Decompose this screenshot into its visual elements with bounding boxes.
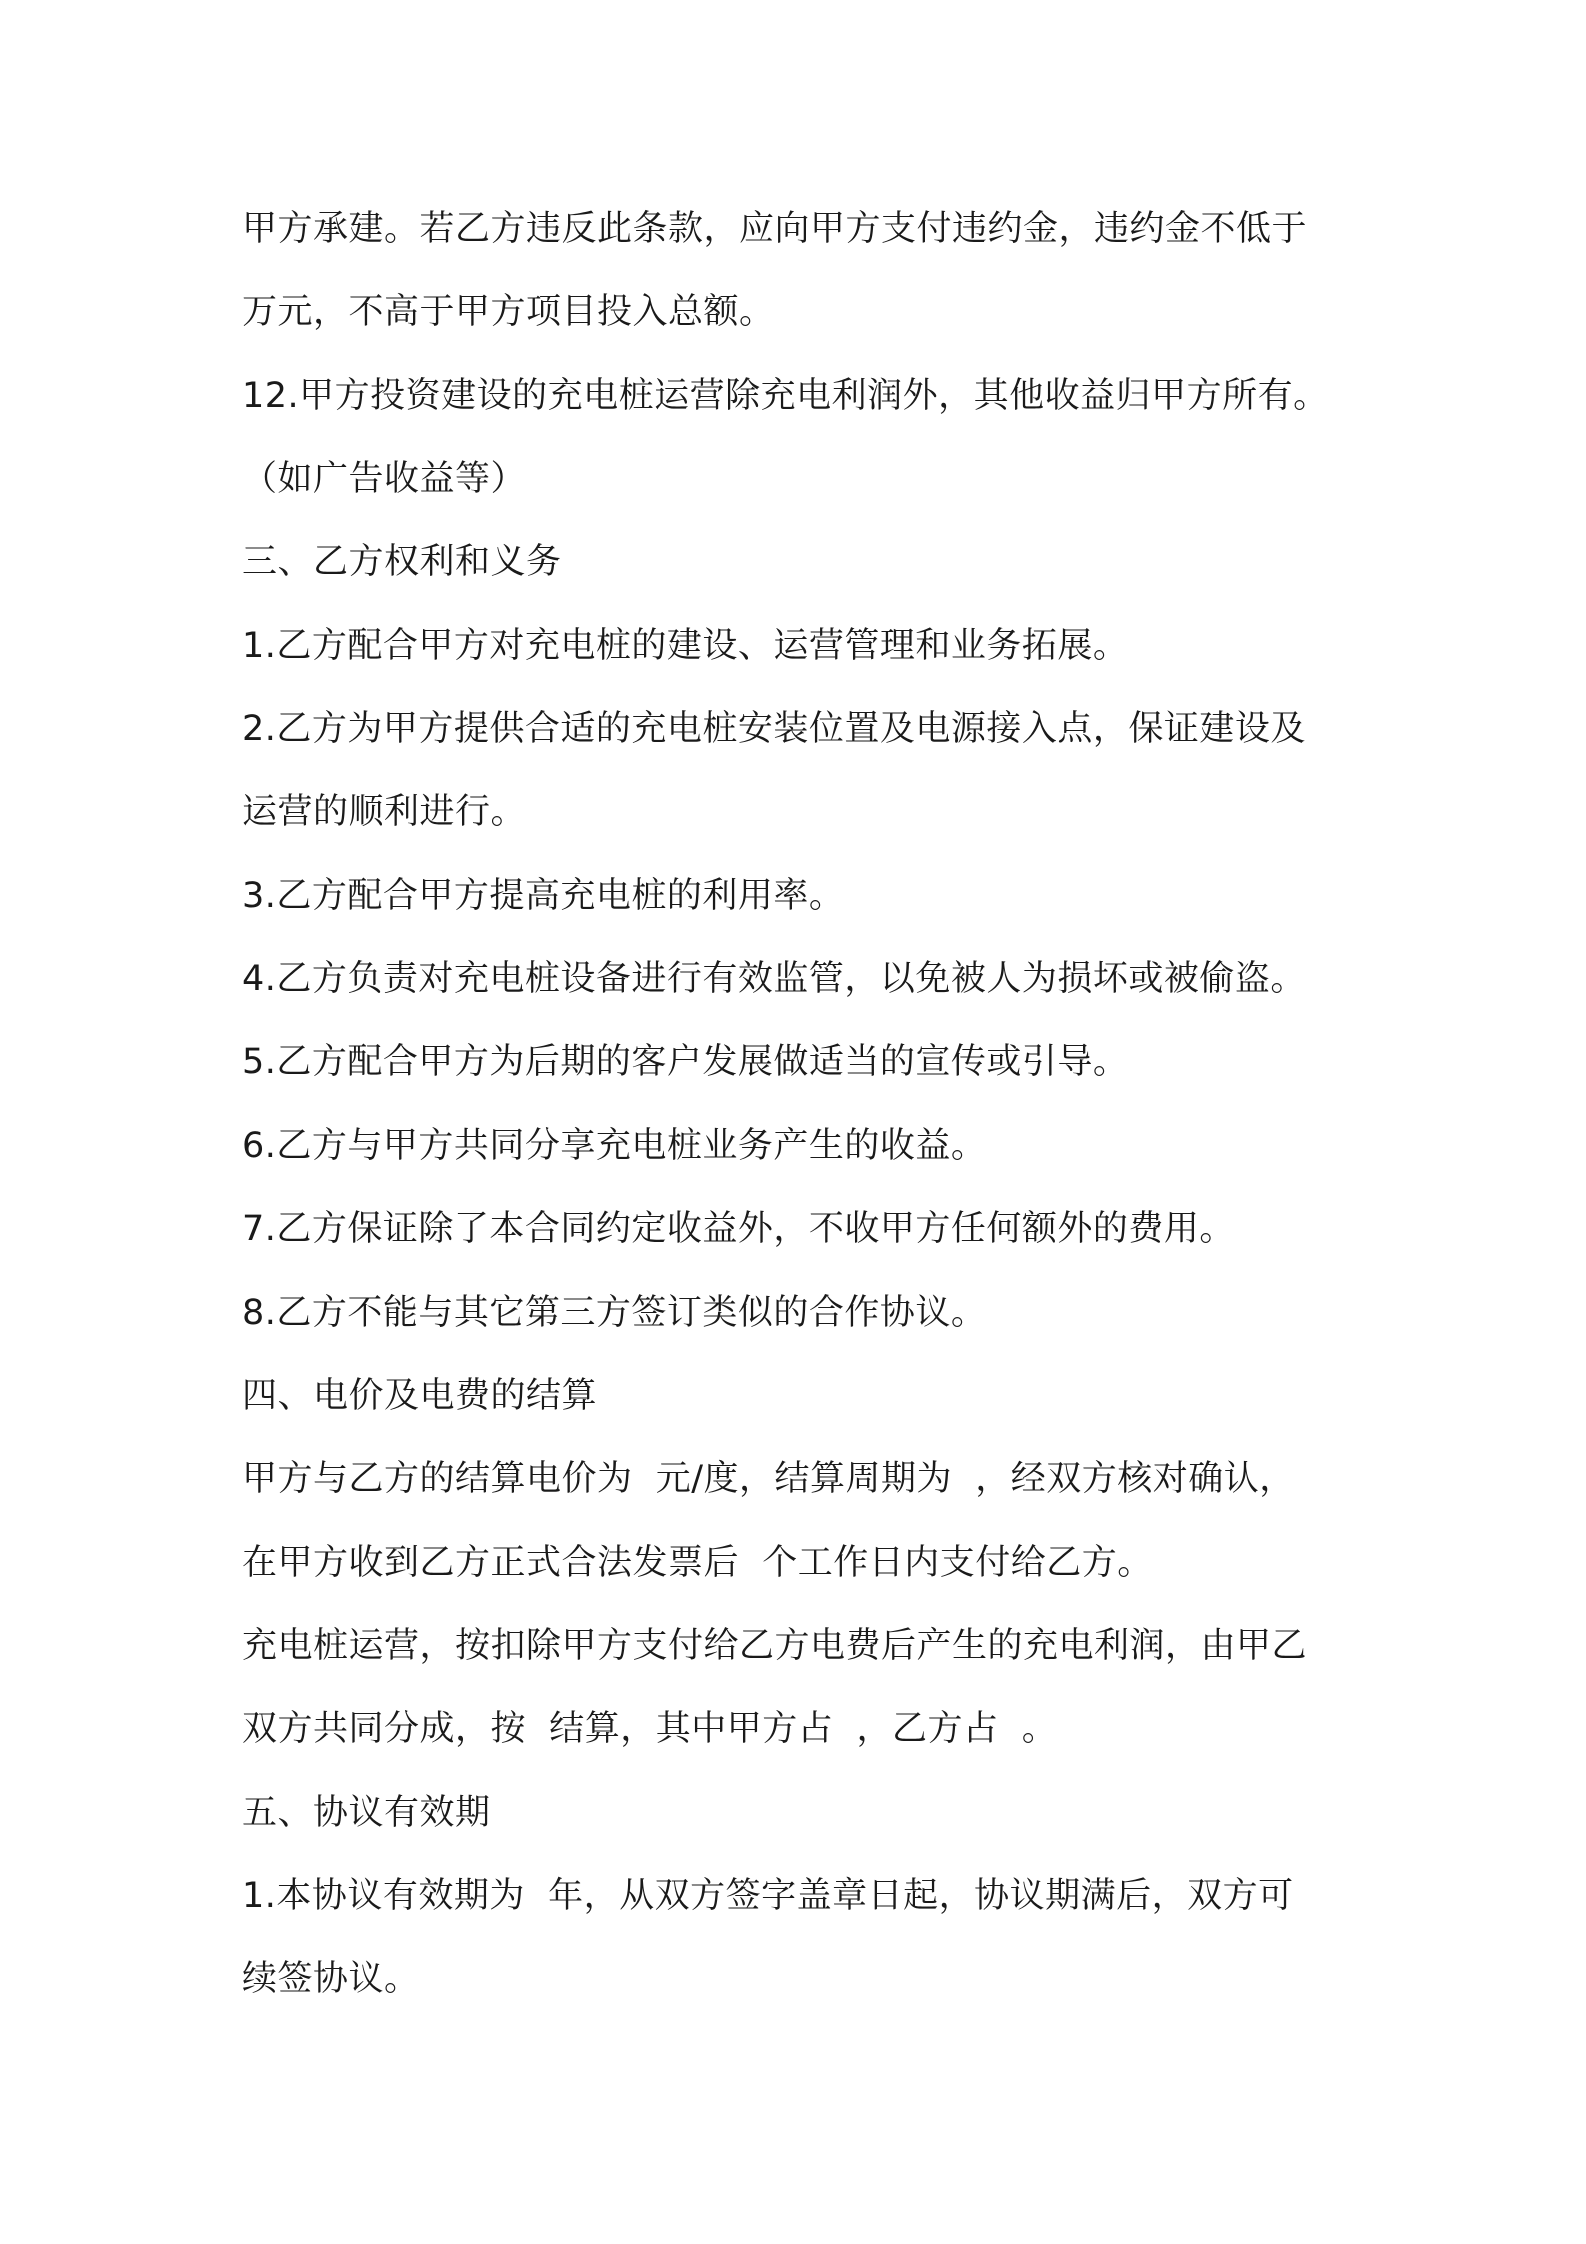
paragraph-line: （如广告收益等） xyxy=(242,459,527,499)
section-heading: 四、电价及电费的结算 xyxy=(242,1376,598,1416)
list-item: 3.乙方配合甲方提高充电桩的利用率。 xyxy=(242,876,845,916)
list-item: 7.乙方保证除了本合同约定收益外，不收甲方任何额外的费用。 xyxy=(242,1209,1235,1249)
paragraph-line: 万元，不高于甲方项目投入总额。 xyxy=(242,292,775,332)
list-item: 4.乙方负责对充电桩设备进行有效监管，以免被人为损坏或被偷盗。 xyxy=(242,959,1306,999)
list-item: 6.乙方与甲方共同分享充电桩业务产生的收益。 xyxy=(242,1126,987,1166)
list-item: 2.乙方为甲方提供合适的充电桩安装位置及电源接入点，保证建设及 xyxy=(242,709,1306,749)
section-heading: 五、协议有效期 xyxy=(242,1793,491,1833)
paragraph-line: 运营的顺利进行。 xyxy=(242,792,527,832)
paragraph-line: 在甲方收到乙方正式合法发票后 个工作日内支付给乙方。 xyxy=(242,1543,1153,1583)
paragraph-line: 甲方承建。若乙方违反此条款，应向甲方支付违约金，违约金不低于 xyxy=(242,209,1308,249)
list-item: 1.乙方配合甲方对充电桩的建设、运营管理和业务拓展。 xyxy=(242,626,1129,666)
list-item: 5.乙方配合甲方为后期的客户发展做适当的宣传或引导。 xyxy=(242,1042,1129,1082)
list-item: 1.本协议有效期为 年，从双方签字盖章日起，协议期满后，双方可 xyxy=(242,1876,1294,1916)
paragraph-line: 双方共同分成，按 结算，其中甲方占 ，乙方占 。 xyxy=(242,1709,1058,1749)
list-item: 8.乙方不能与其它第三方签订类似的合作协议。 xyxy=(242,1293,987,1333)
paragraph-line: 甲方与乙方的结算电价为 元/度，结算周期为 ，经双方核对确认， xyxy=(242,1459,1295,1499)
paragraph-line: 续签协议。 xyxy=(242,1959,420,1999)
paragraph-line: 充电桩运营，按扣除甲方支付给乙方电费后产生的充电利润，由甲乙 xyxy=(242,1626,1308,1666)
section-heading: 三、乙方权利和义务 xyxy=(242,542,562,582)
paragraph-line: 12.甲方投资建设的充电桩运营除充电利润外，其他收益归甲方所有。 xyxy=(242,376,1329,416)
